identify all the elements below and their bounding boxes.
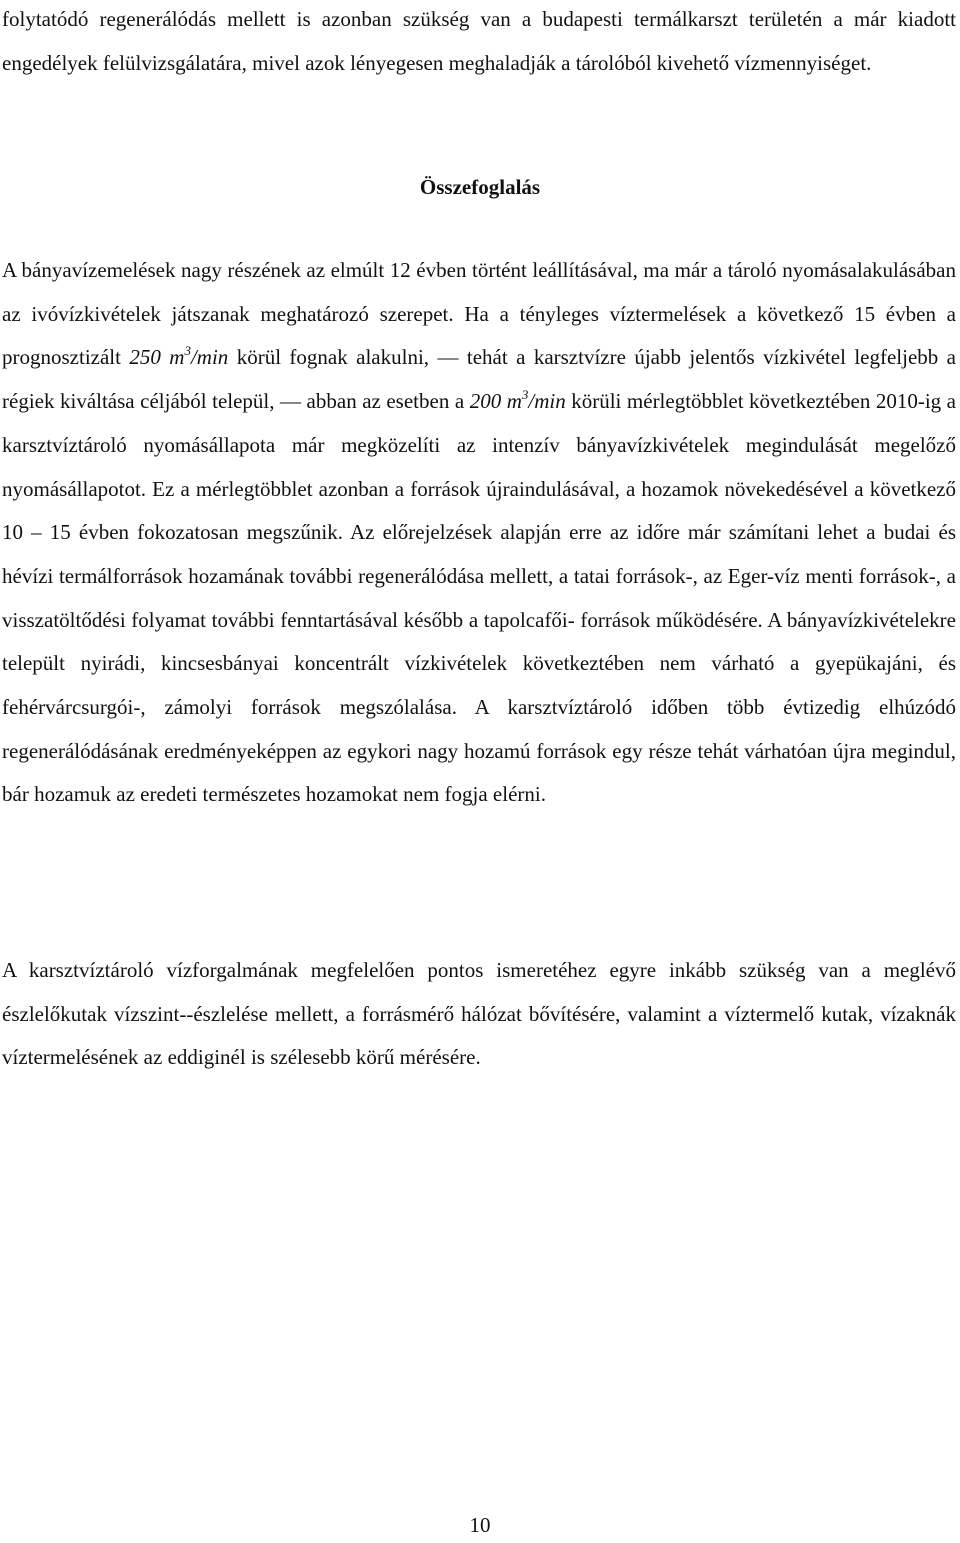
closing-paragraph: [2, 949, 956, 1080]
em-dash: —: [280, 389, 302, 414]
summary-text-5: körüli mérlegtöbblet következtében 2010-ig a karsztvíztároló nyomásállapota már megközelíti az intenzív bányavízkivételek megindulását megelőző nyomásállapotot. Ez a mérlegtöbblet azonban a források újraindulásával, a hozamok növekedésével a következő 10 – 15 évben fokozatosan megszűnik. Az előrejelzések alapján erre az időre már számítani lehet a budai és hévízi termálforrások hozamának további regenerálódása mellett, a tatai források-, az Eger-víz menti források-, a visszatöltődési folyamat további fenntartásával később a tapolcafői- források működésére. A bányavízkivételekre települt nyirádi, kincsesbányai koncentrált vízkivételek következtében nem várható a gyepükajáni, és fehérvárcsurgói-, zámolyi források megszólalása. A karsztvíztároló időben több évtizedig elhúzódó regenerálódásának eredményeképpen az egykori nagy hozamú források egy része tehát várhatóan újra megindul, bár hozamuk az eredeti természetes hozamokat nem fogja elérni.: [2, 389, 957, 807]
page-number: 10: [469, 1513, 491, 1537]
section-heading: Összefoglalás: [419, 175, 541, 199]
flow-value-2: 200 $m^3/\min$: [469, 387, 566, 414]
closing-text: A karsztvíztároló vízforgalmának megfelelően pontos ismeretéhez egyre inkább szükség van a meglévő észlelőkutak vízszint--észlelése mellett, a forrásmérő hálózat bővítésére, valamint a víztermelő kutak, vízaknák víztermelésének az eddiginél is szélesebb körű mérésére.: [2, 958, 956, 1070]
summary-text-1: A bányavízemelések nagy részének az elmúlt 12 évben történt leállításával, ma már a tároló nyomásalakulásában az ivóvízkivételek játszanak meghatározó szerepet. Ha a tényleges víztermelések a következő 15 évben a prognosztizált: [2, 258, 956, 370]
summary-text-2: körül fognak alakulni,: [236, 345, 430, 370]
intro-paragraph: [2, 0, 956, 85]
summary-paragraph: [2, 249, 956, 817]
flow-value-1: 250 $m^3/\min$: [129, 343, 229, 370]
summary-text-4: abban az esetben a: [306, 389, 465, 414]
intro-text: folytatódó regenerálódás mellett is azonban szükség van a budapesti termálkarszt területén a már kiadott engedélyek felülvizsgálatára, mivel azok lényegesen meghaladják a tárolóból kivehető vízmennyiséget.: [2, 7, 956, 75]
em-dash: —: [437, 345, 459, 370]
summary-text-3: tehát a karsztvízre újabb jelentős vízkivétel legfeljebb a régiek kiváltása céljából települ,: [2, 345, 957, 414]
